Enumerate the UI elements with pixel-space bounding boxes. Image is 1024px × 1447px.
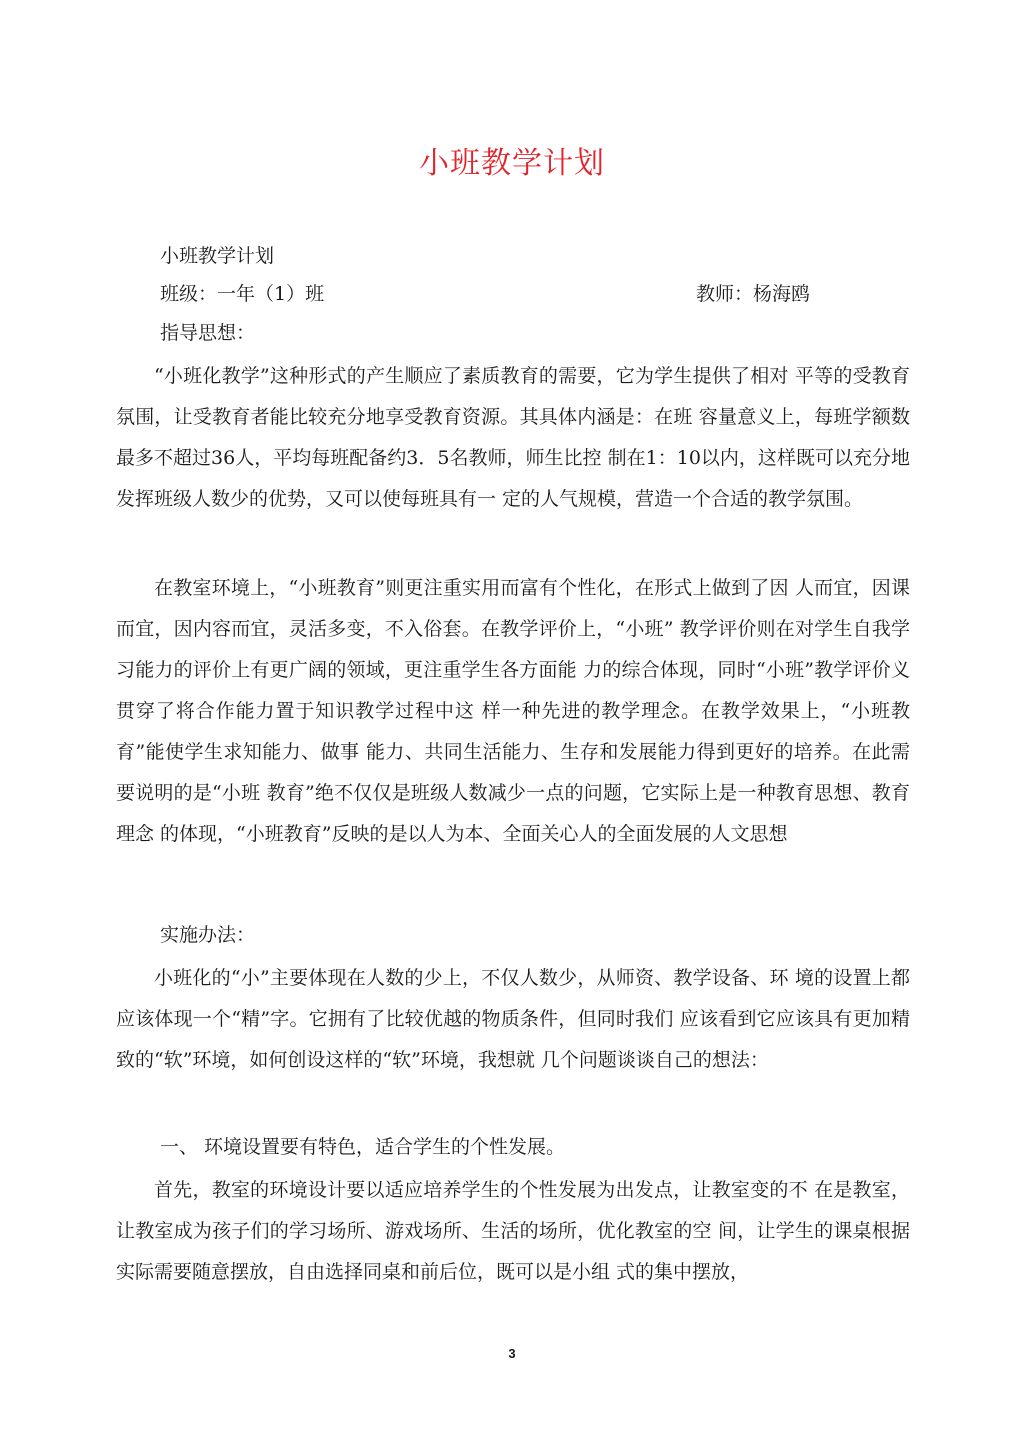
guiding-heading: 指导思想：: [160, 322, 256, 344]
paragraph-classroom-design: 首先，教室的环境设计要以适应培养学生的个性发展为出发点，让教室变的不 在是教室，让教室成为孩子们的学习场所、游戏场所、生活的场所，优化教室的空 间，让学生的课桌根据实际需要随意摆放，自由选择同桌和前后位，既可以是小组 式的集中摆放，: [116, 1179, 910, 1283]
paragraph-implementation: 小班化的“小”主要体现在人数的少上，不仅人数少，从师资、教学设备、环 境的设置上都应该体现一个“精”字。它拥有了比较优越的物质条件，但同时我们 应该看到它应该具有更加精致的“软”环境，如何创设这样的“软”环境，我想就 几个问题谈谈自己的想法：: [116, 967, 910, 1071]
paragraph-classroom-environment: 在教室环境上，“小班教育”则更注重实用而富有个性化，在形式上做到了因 人而宜，因课而宜，因内容而宜，灵活多变，不入俗套。在教学评价上，“小班” 教学评价则在对学生自我学习能力的评价上有更广阔的领域，更注重学生各方面能 力的综合体现，同时“小班”教学评价义贯穿了将合作能力置于知识教学过程中这 样一种先进的教学理念。在教学效果上，“小班教育”能使学生求知能力、做事 能力、共同生活能力、生存和发展能力得到更好的培养。在此需要说明的是“小班 教育”绝不仅仅是班级人数减少一点的问题，它实际上是一种教育思想、教育理念 的体现，“小班教育”反映的是以人为本、全面关心人的全面发展的人文思想: [116, 577, 910, 845]
teacher-label: 教师：杨海鸥: [696, 283, 811, 305]
document-title: 小班教学计划: [419, 146, 605, 181]
section-heading-environment: 一、 环境设置要有特色，适合学生的个性发展。: [160, 1136, 566, 1158]
class-label: 班级：一年（1）班: [160, 283, 325, 305]
paragraph-guiding-thought: “小班化教学”这种形式的产生顺应了素质教育的需要，它为学生提供了相对 平等的受教育氛围，让受教育者能比较充分地享受教育资源。其具体内涵是：在班 容量意义上，每班学额数最多不超过36人，平均每班配备约3．5名教师，师生比控 制在1：10以内，这样既可以充分地发挥班级人数少的优势，又可以使每班具有一 定的人气规模，营造一个合适的教学氛围。: [116, 365, 910, 510]
document-subtitle: 小班教学计划: [160, 245, 275, 267]
method-heading: 实施办法：: [160, 924, 256, 946]
page-number: 3: [508, 1346, 516, 1361]
